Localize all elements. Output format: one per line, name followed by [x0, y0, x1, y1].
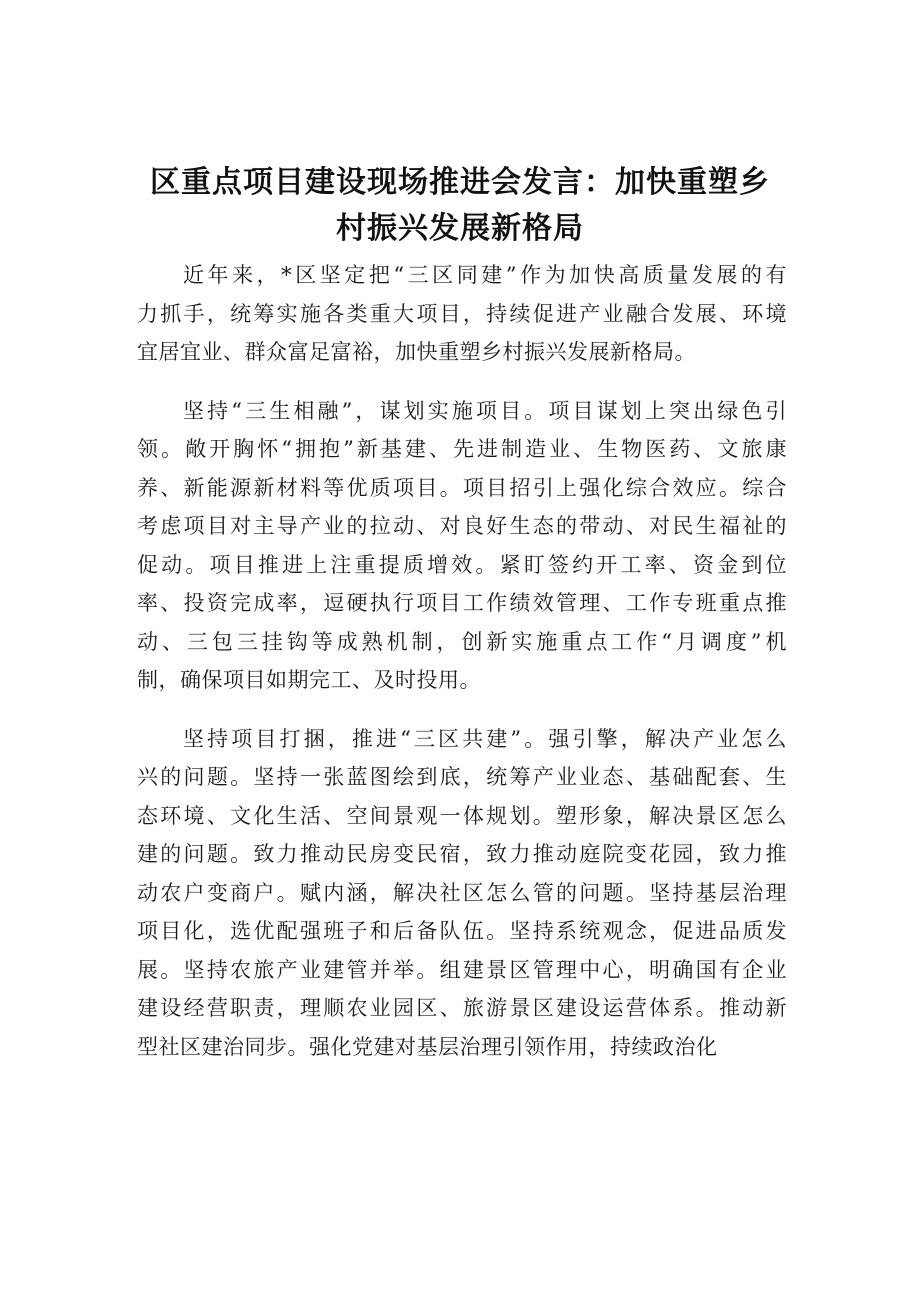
paragraph-1	[137, 256, 787, 372]
paragraph-line: 制，确保项目如期完工、及时投用。	[137, 668, 481, 692]
paragraph-line: 近年来，*区坚定把“三区同建”作为加快高质量发展的有	[183, 263, 787, 287]
paragraph-line: 坚持“三生相融”，谋划实施项目。项目谋划上突出绿色引	[183, 398, 787, 423]
paragraph-line: 坚持项目打捆，推进“三区共建”。强引擎，解决产业怎么	[183, 726, 787, 751]
paragraph-line: 促动。项目推进上注重提质增效。紧盯签约开工率、资金到位	[137, 552, 787, 577]
title-line-1: 区重点项目建设现场推进会发言：加快重塑乡	[150, 165, 770, 200]
paragraph-2	[137, 392, 787, 700]
paragraph-line: 动、三包三挂钩等成熟机制，创新实施重点工作“月调度”机	[137, 629, 787, 654]
paragraph-line: 展。坚持农旅产业建管并举。组建景区管理中心，明确国有企业	[137, 957, 787, 982]
paragraph-line: 建的问题。致力推动民房变民宿，致力推动庭院变花园，致力推	[137, 842, 787, 866]
title-line-2: 村振兴发展新格局	[336, 211, 584, 246]
paragraph-line: 项目化，选优配强班子和后备队伍。坚持系统观念，促进品质发	[137, 919, 787, 943]
paragraph-line: 兴的问题。坚持一张蓝图绘到底，统筹产业业态、基础配套、生	[137, 765, 787, 789]
paragraph-line: 宜居宜业、群众富足富裕，加快重塑乡村振兴发展新格局。	[137, 340, 696, 364]
paragraph-line: 建设经营职责，理顺农业园区、旅游景区建设运营体系。推动新	[137, 996, 787, 1020]
paragraph-line: 力抓手，统筹实施各类重大项目，持续促进产业融合发展、环境	[137, 301, 787, 326]
paragraph-line: 领。敞开胸怀“拥抱”新基建、先进制造业、生物医药、文旅康	[137, 437, 787, 461]
paragraph-line: 型社区建治同步。强化党建对基层治理引领作用，持续政治化	[137, 1034, 718, 1059]
document-title	[120, 160, 800, 252]
document-body	[137, 256, 787, 1086]
paragraph-line: 考虑项目对主导产业的拉动、对良好生态的带动、对民生福祉的	[137, 514, 787, 538]
paragraph-line: 动农户变商户。赋内涵，解决社区怎么管的问题。坚持基层治理	[137, 880, 787, 905]
paragraph-line: 养、新能源新材料等优质项目。项目招引上强化综合效应。综合	[137, 475, 787, 500]
paragraph-line: 态环境、文化生活、空间景观一体规划。塑形象，解决景区怎么	[137, 803, 787, 828]
paragraph-3	[137, 720, 787, 1067]
paragraph-line: 率、投资完成率，逗硬执行项目工作绩效管理、工作专班重点推	[137, 591, 787, 615]
